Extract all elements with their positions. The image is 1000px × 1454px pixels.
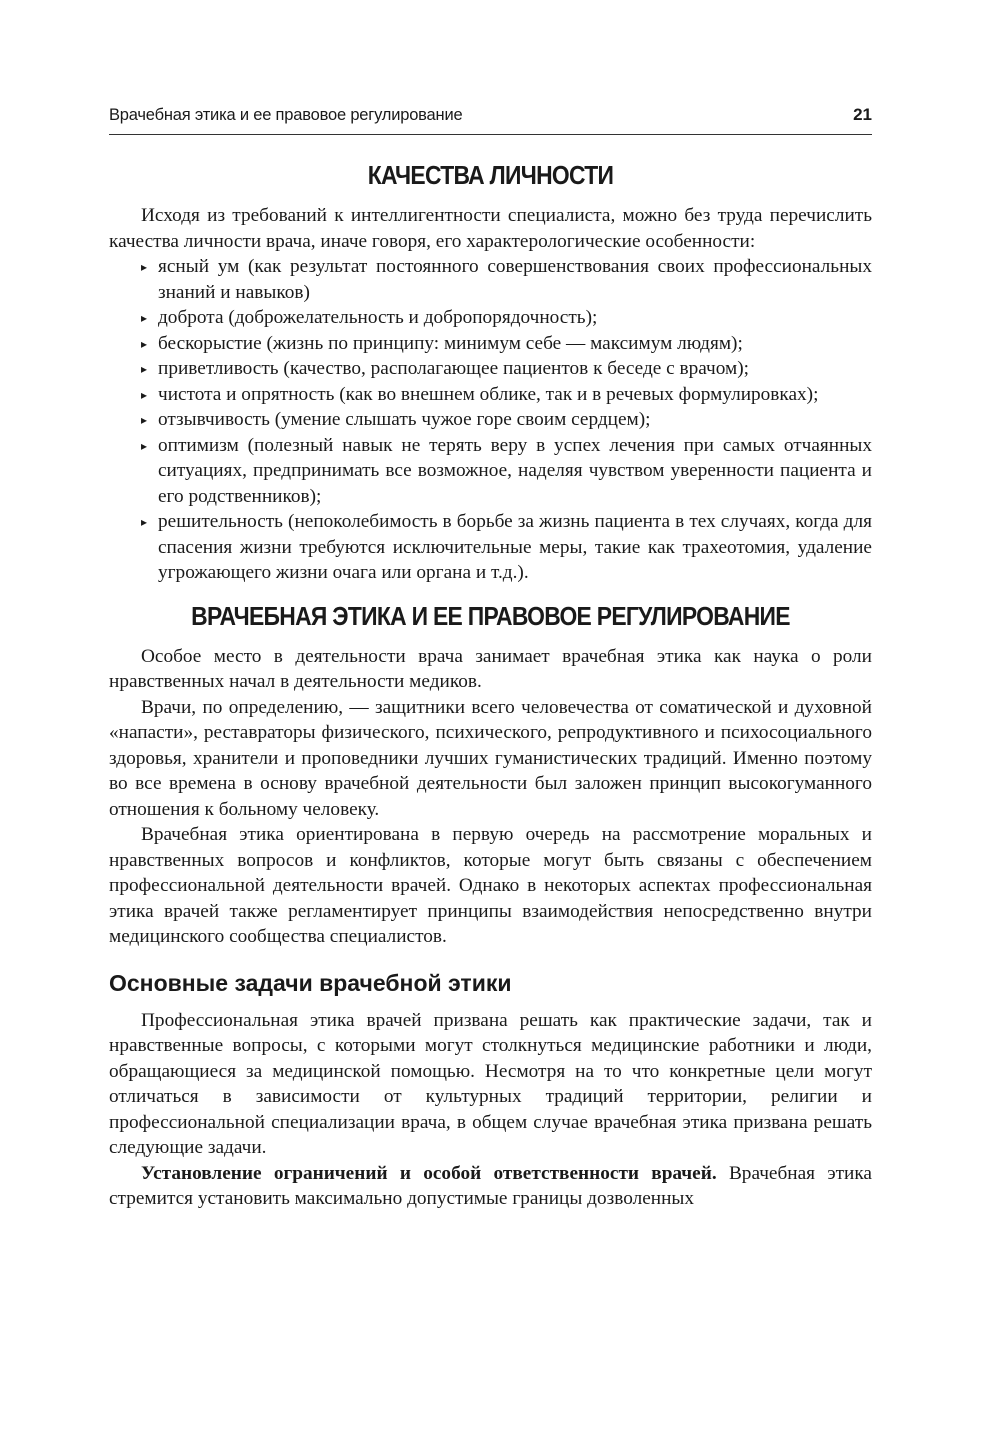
bullet-arrow-icon: ▸: [141, 413, 148, 427]
list-item: [109, 356, 872, 382]
body-paragraph: Врачебная этика ориентирована в первую очередь на рассмотрение моральных и нравственных вопросов и конфликтов, которые могут быть связаны с обеспечением профессиональной деятельности врачей. Однако в некоторых аспектах профессиональная этика врачей также регламентирует принципы взаимодействия непосредственно внутри медицинского сообщества специалистов.: [109, 824, 872, 947]
list-item-text: ясный ум (как результат постоянного совершенствования своих профессиональных знаний и навыков): [158, 256, 872, 303]
list-item: [109, 305, 872, 331]
bullet-arrow-icon: ▸: [141, 311, 148, 325]
list-item-text: отзывчивость (умение слышать чужое горе своим сердцем);: [158, 409, 651, 430]
list-item-text: приветливость (качество, располагающее пациентов к беседе с врачом);: [158, 358, 750, 379]
list-item-text: доброта (доброжелательность и добропорядочность);: [158, 307, 598, 328]
running-header: [109, 104, 872, 135]
page-body: [109, 155, 872, 1212]
list-item-text: решительность (непоколебимость в борьбе за жизнь пациента в тех случаях, когда для спасения жизни требуются исключительные меры, такие как трахеотомия, удаление угрожающего жизни очага или органа и т.д.).: [158, 511, 872, 583]
list-item-text: бескорыстие (жизнь по принципу: минимум себе — максимум людям);: [158, 332, 743, 354]
list-item: [109, 509, 872, 586]
list-item: [109, 331, 872, 357]
list-item: [109, 433, 872, 510]
body-paragraph: Профессиональная этика врачей призвана решать как практические задачи, так и нравственные вопросы, с которыми могут столкнуться медицинские работники и люди, обращающиеся за медицинской помощью. Несмотря на то что конкретные цели могут отличаться в зависимости от культурных традиций территории, религии и профессиональной специализации врача, в общем случае врачебная этика призвана решать следующие задачи.: [109, 1009, 872, 1158]
bullet-arrow-icon: ▸: [141, 438, 148, 453]
list-item-text: оптимизм (полезный навык не терять веру в успех лечения при самых отчаянных ситуациях, предпринимать все возможное, наделяя чувством уверенности пациента и его родственников);: [158, 434, 872, 507]
list-item: [109, 407, 872, 433]
list-item-text: чистота и опрятность (как во внешнем облике, так и в речевых формулировках);: [158, 383, 819, 405]
body-paragraph: Особое место в деятельности врача занимает врачебная этика как наука о роли нравственных начал в деятельности медиков.: [109, 645, 872, 692]
page-number: 21: [853, 105, 872, 124]
bullet-arrow-icon: ▸: [141, 260, 148, 274]
runin-heading: Установление ограничений и особой ответственности врачей.: [141, 1162, 717, 1184]
qualities-list: [109, 254, 872, 586]
subsection-heading-main-tasks: Основные задачи врачебной этики: [109, 969, 512, 996]
body-paragraph: Врачи, по определению, — защитники всего человечества от соматической и духовной «напасти», реставраторы физического, психического, репродуктивного и психосоциального здоровья, хранители и проповедники лучших гуманистических традиций. Именно поэтому во все времена в основу врачебной деятельности был заложен принцип высокогуманного отношения к больному человеку.: [109, 696, 872, 820]
bullet-arrow-icon: ▸: [141, 515, 148, 529]
section-heading-personal-qualities: КАЧЕСТВА ЛИЧНОСТИ: [367, 160, 614, 190]
running-title: Врачебная этика и ее правовое регулирование: [109, 106, 463, 124]
intro-paragraph: Исходя из требований к интеллигентности специалиста, можно без труда перечислить качества личности врача, иначе говоря, его характерологические особенности:: [109, 205, 872, 252]
body-paragraph-runin: [109, 1161, 872, 1212]
bullet-arrow-icon: ▸: [141, 336, 148, 351]
bullet-arrow-icon: ▸: [141, 362, 148, 376]
section-heading-medical-ethics: ВРАЧЕБНАЯ ЭТИКА И ЕЕ ПРАВОВОЕ РЕГУЛИРОВАНИЕ: [191, 600, 790, 631]
list-item: [109, 382, 872, 408]
bullet-arrow-icon: ▸: [141, 387, 148, 402]
runin-text: Врачебная этика стремится установить максимально допустимые границы дозволенных: [109, 1162, 872, 1209]
list-item: [109, 254, 872, 305]
